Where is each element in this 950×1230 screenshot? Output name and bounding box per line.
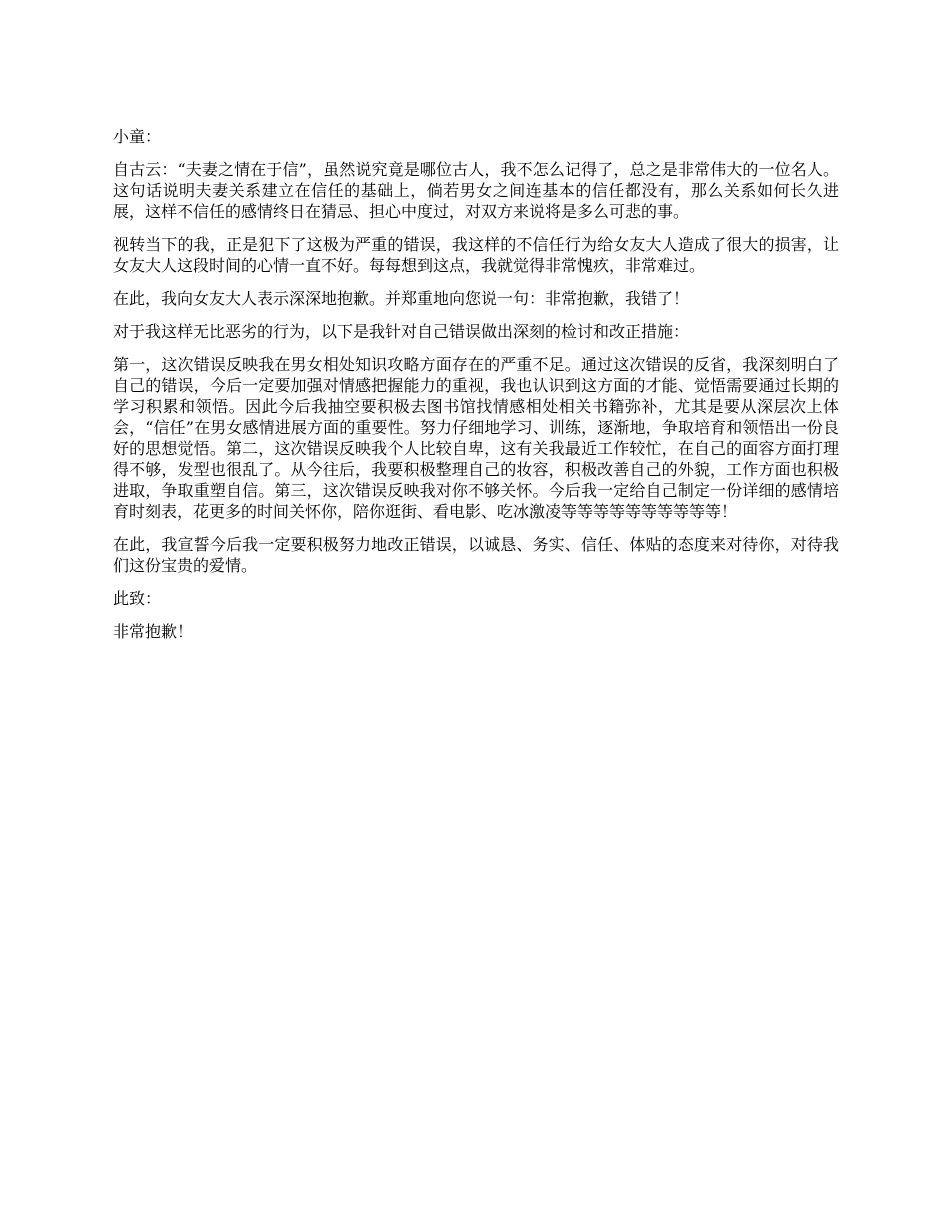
- signoff: 非常抱歉！: [113, 622, 194, 641]
- salutation: 小童：: [113, 127, 162, 146]
- paragraph-mistake: 视转当下的我，正是犯下了这极为严重的错误，我这样的不信任行为给女友大人造成了很大的损害，让女友大人这段时间的心情一直不好。每每想到这点，我就觉得非常愧疚，非常难过。: [113, 235, 839, 275]
- closing: 此致：: [113, 589, 162, 608]
- paragraph-opening: 自古云：“夫妻之情在于信”，虽然说究竟是哪位古人，我不怎么记得了，总之是非常伟大的一位名人。这句话说明夫妻关系建立在信任的基础上，倘若男女之间连基本的信任都没有，那么关系如何长久进展，这样不信任的感情终日在猜忌、担心中度过，对双方来说将是多么可悲的事。: [113, 160, 839, 221]
- document-page: [113, 126, 839, 654]
- paragraph-vow: 在此，我宣誓今后我一定要积极努力地改正错误，以诚恳、务实、信任、体贴的态度来对待你，对待我们这份宝贵的爱情。: [113, 535, 839, 575]
- paragraph-intro-measures: 对于我这样无比恶劣的行为，以下是我针对自己错误做出深刻的检讨和改正措施：: [113, 322, 690, 341]
- paragraph-measures: 第一，这次错误反映我在男女相处知识攻略方面存在的严重不足。通过这次错误的反省，我深刻明白了自己的错误，今后一定要加强对情感把握能力的重视，我也认识到这方面的才能、觉悟需要通过长期的学习积累和领悟。因此今后我抽空要积极去图书馆找情感相处相关书籍弥补，尤其是要从深层次上体会，“信任”在男女感情进展方面的重要性。努力仔细地学习、训练，逐渐地，争取培育和领悟出一份良好的思想觉悟。第二，这次错误反映我个人比较自卑，这有关我最近工作较忙，在自己的面容方面打理得不够，发型也很乱了。从今往后，我要积极整理自己的妆容，积极改善自己的外貌，工作方面也积极进取，争取重塑自信。第三，这次错误反映我对你不够关怀。今后我一定给自己制定一份详细的感情培育时刻表，花更多的时间关怀你，陪你逛街、看电影、吃冰激凌等等等等等等等等等等！: [113, 355, 839, 521]
- paragraph-apology: 在此，我向女友大人表示深深地抱歉。并郑重地向您说一句：非常抱歉，我错了！: [113, 289, 690, 308]
